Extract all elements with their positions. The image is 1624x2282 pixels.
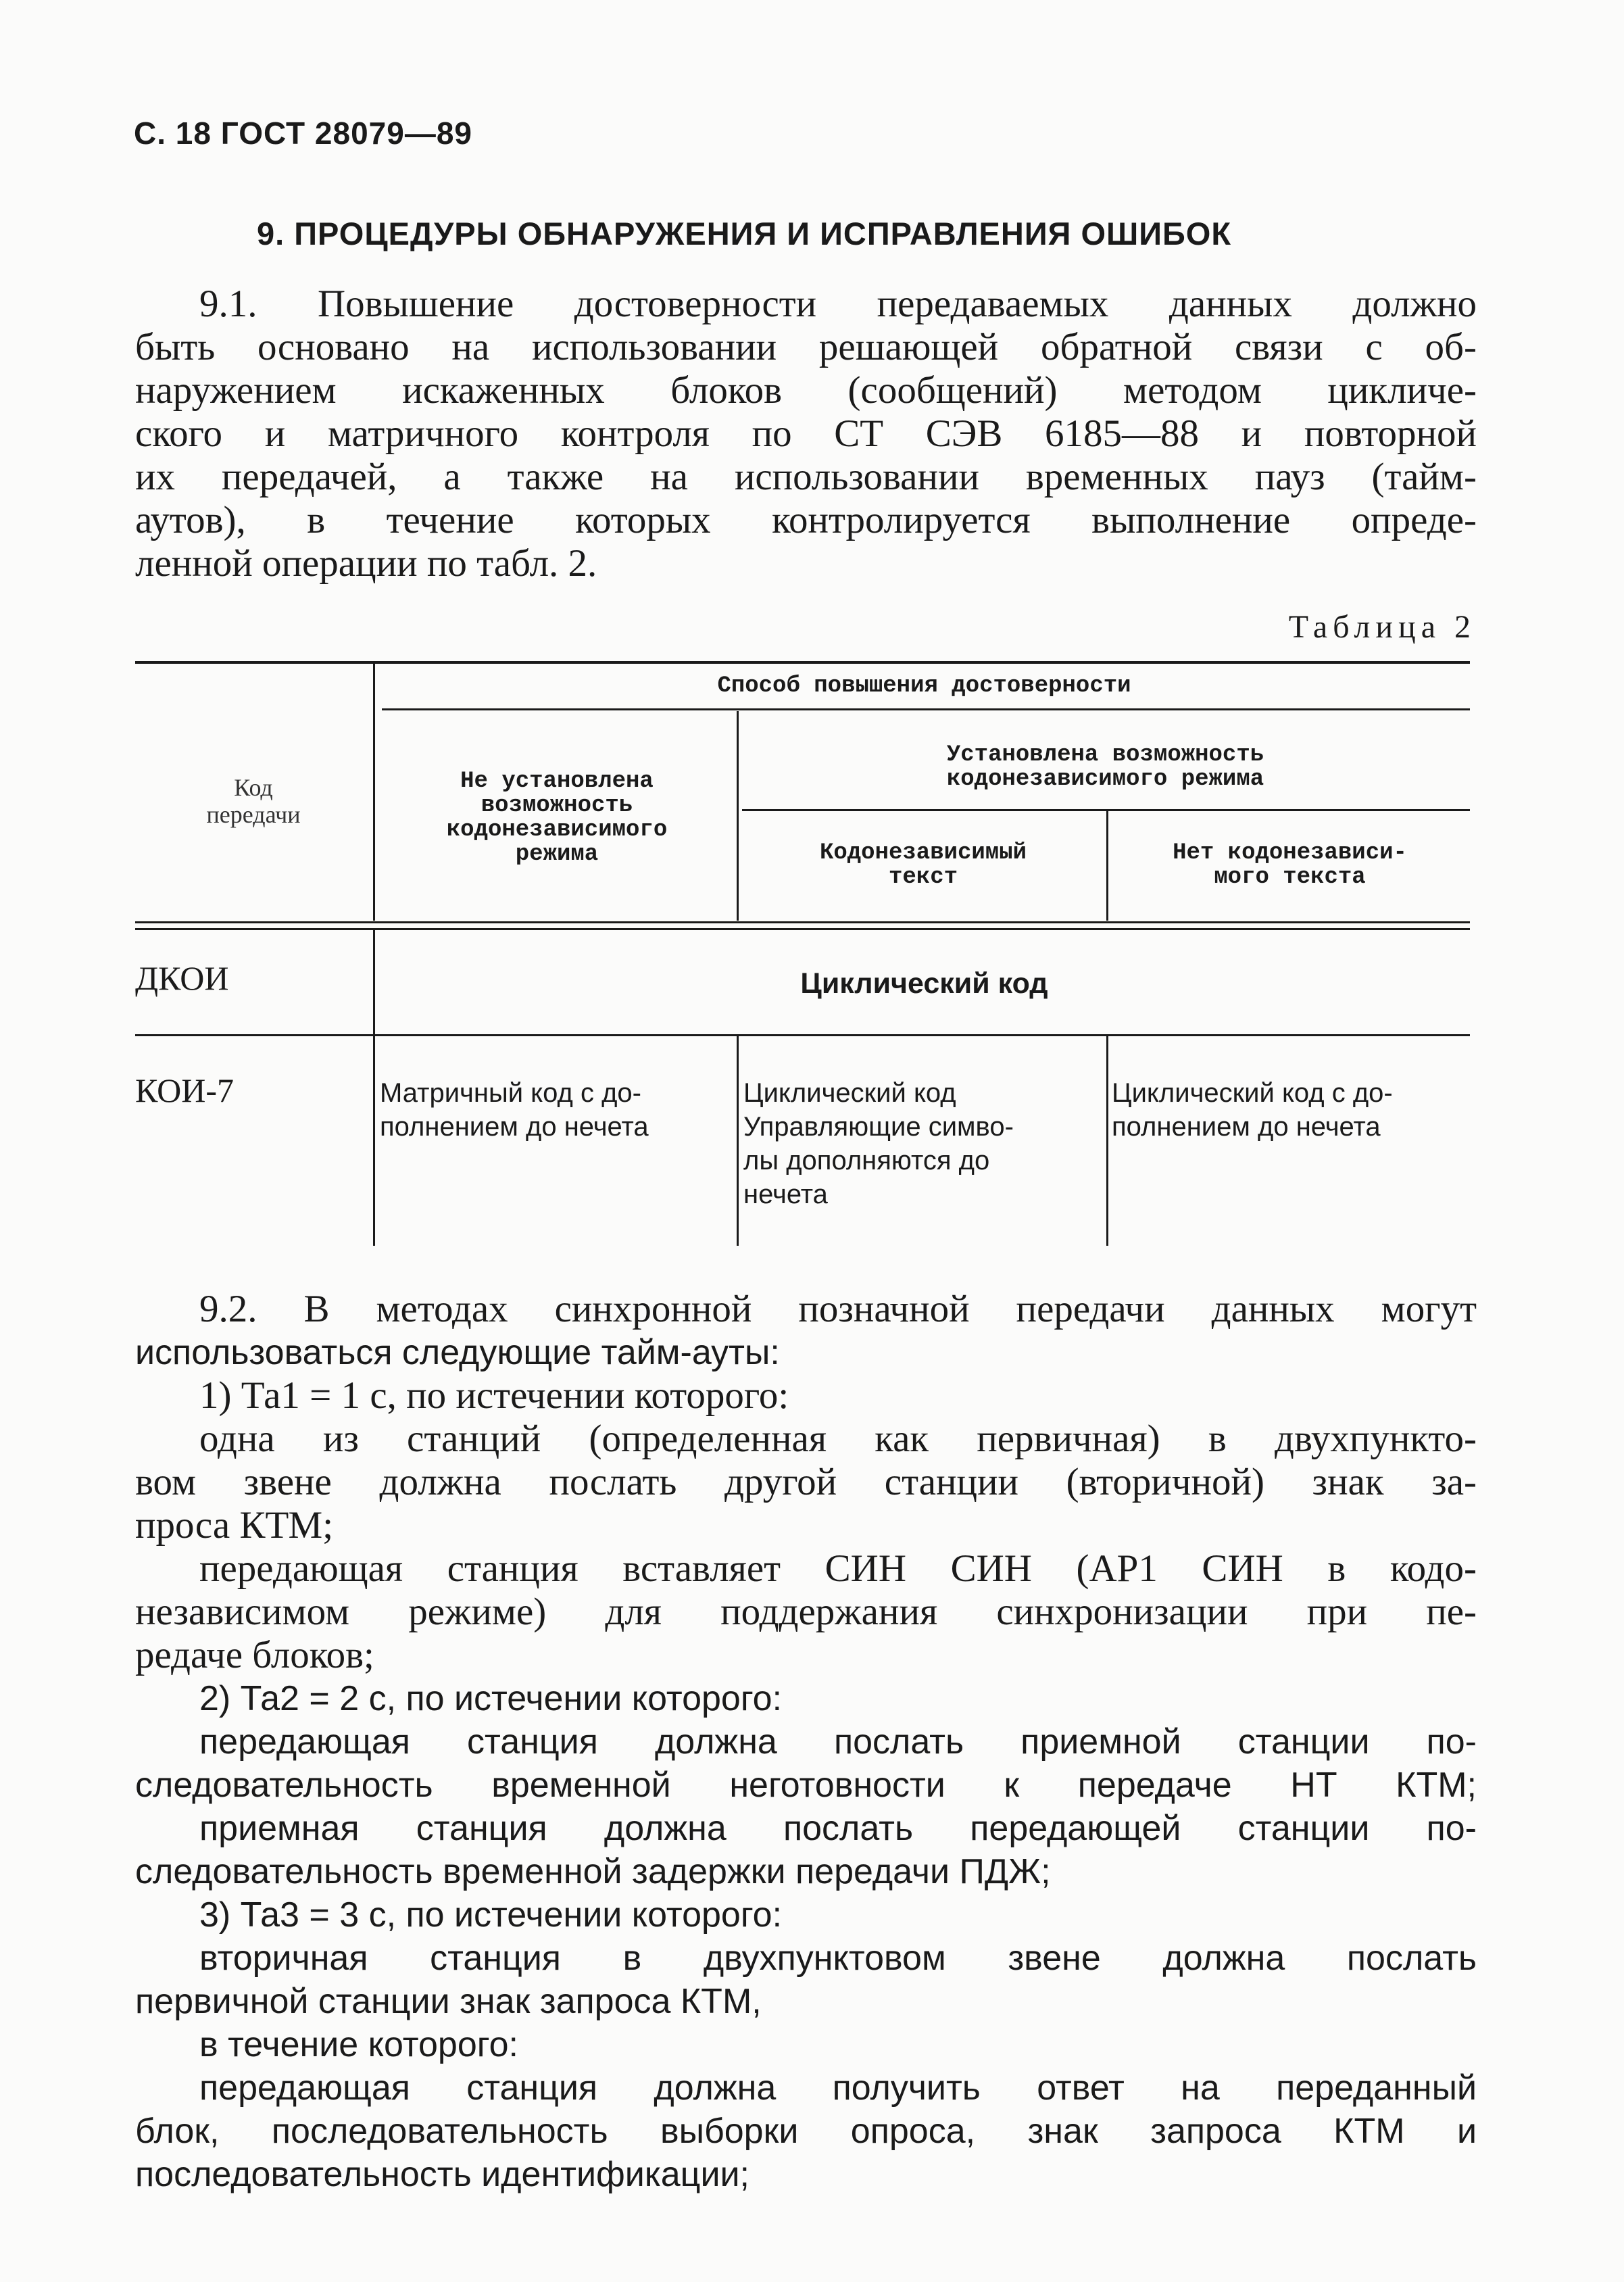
- paragraph-line: ского и матричного контроля по СТ СЭВ 6185—88 и повторной: [135, 412, 1477, 455]
- paragraph-line: следовательность временной неготовности к передаче НТ КТМ;: [135, 1766, 1477, 1805]
- paragraph-line: следовательность временной задержки передачи ПДЖ;: [135, 1852, 1051, 1891]
- paragraph-line: вом звене должна послать другой станции (вторичной) знак за-: [135, 1461, 1477, 1503]
- column-group-header-set: Установлена возможность кодонезависимого режима: [946, 742, 1264, 792]
- table-rule: [737, 1036, 739, 1246]
- table-rule: [373, 1036, 375, 1246]
- paragraph-line: 1) Та1 = 1 с, по истечении которого:: [199, 1374, 789, 1417]
- paragraph-line: передающая станция должна получить ответ на переданный: [199, 2068, 1477, 2108]
- column-header-no-text: Нет кодонезависи- мого текста: [1173, 840, 1407, 890]
- table-cell: Матричный код с до- полнением до нечета: [380, 1078, 649, 1142]
- table-cell-code: КОИ-7: [135, 1071, 234, 1109]
- table-rule: [373, 664, 375, 921]
- paragraph-line: передающая станция вставляет СИН СИН (АР1 СИН в кодо-: [199, 1547, 1477, 1590]
- table-rule: [382, 708, 1470, 710]
- column-group-header: Способ повышения достоверности: [717, 673, 1131, 699]
- table-rule: [135, 1034, 1470, 1036]
- section-title: 9. ПРОЦЕДУРЫ ОБНАРУЖЕНИЯ И ИСПРАВЛЕНИЯ ОШИБОК: [257, 216, 1232, 251]
- paragraph-line: 2) Та2 = 2 с, по истечении которого:: [199, 1679, 783, 1718]
- column-header-text: Кодонезависимый текст: [819, 840, 1027, 890]
- table-cell-merged: Циклический код: [800, 967, 1048, 1000]
- paragraph-line: независимом режиме) для поддержания синхронизации при пе-: [135, 1591, 1477, 1633]
- paragraph-line: 9.1. Повышение достоверности передаваемых данных должно: [199, 283, 1477, 325]
- paragraph-line: 3) Та3 = 3 с, по истечении которого:: [199, 1895, 783, 1935]
- table-rule: [1106, 1036, 1108, 1246]
- table-rule: [1106, 811, 1108, 921]
- paragraph-line: наружением искаженных блоков (сообщений) методом цикличе-: [135, 369, 1477, 412]
- paragraph-line: использоваться следующие тайм-ауты:: [135, 1333, 780, 1372]
- table-caption: Таблица 2: [1288, 609, 1476, 645]
- paragraph-line: вторичная станция в двухпунктовом звене должна послать: [199, 1939, 1477, 1978]
- paragraph-line: редаче блоков;: [135, 1634, 374, 1676]
- table-cell-code: ДКОИ: [135, 959, 229, 997]
- paragraph-line: одна из станций (определенная как первичная) в двухпункто-: [199, 1417, 1477, 1460]
- table-cell: Циклический код Управляющие симво- лы дополняются до нечета: [743, 1078, 1014, 1209]
- table-cell: Циклический код с до- полнением до нечета: [1112, 1078, 1393, 1142]
- paragraph-line: передающая станция должна послать приемной станции по-: [199, 1722, 1477, 1762]
- paragraph-line: ленной операции по табл. 2.: [135, 542, 597, 585]
- table-rule: [135, 921, 1470, 923]
- table-rule: [737, 711, 739, 921]
- paragraph-line: аутов), в течение которых контролируется выполнение опреде-: [135, 499, 1477, 541]
- paragraph-line: их передачей, а также на использовании временных пауз (тайм-: [135, 456, 1477, 498]
- column-header-code: Код передачи: [206, 774, 301, 828]
- paragraph-line: быть основано на использовании решающей обратной связи с об-: [135, 326, 1477, 368]
- table-rule: [373, 930, 375, 1034]
- paragraph-line: в течение которого:: [199, 2025, 518, 2064]
- paragraph-line: проса КТМ;: [135, 1504, 334, 1547]
- paragraph-line: блок, последовательность выборки опроса, знак запроса КТМ и: [135, 2112, 1477, 2151]
- page-header: С. 18 ГОСТ 28079—89: [134, 116, 473, 151]
- paragraph-line: первичной станции знак запроса КТМ,: [135, 1982, 762, 2021]
- paragraph-line: приемная станция должна послать передающей станции по-: [199, 1809, 1477, 1848]
- column-header-not-set: Не установлена возможность кодонезависимого режима: [446, 769, 668, 867]
- paragraph-line: 9.2. В методах синхронной позначной передачи данных могут: [199, 1288, 1477, 1330]
- table-rule: [135, 661, 1470, 664]
- paragraph-line: последовательность идентификации;: [135, 2155, 749, 2194]
- table-rule: [135, 928, 1470, 930]
